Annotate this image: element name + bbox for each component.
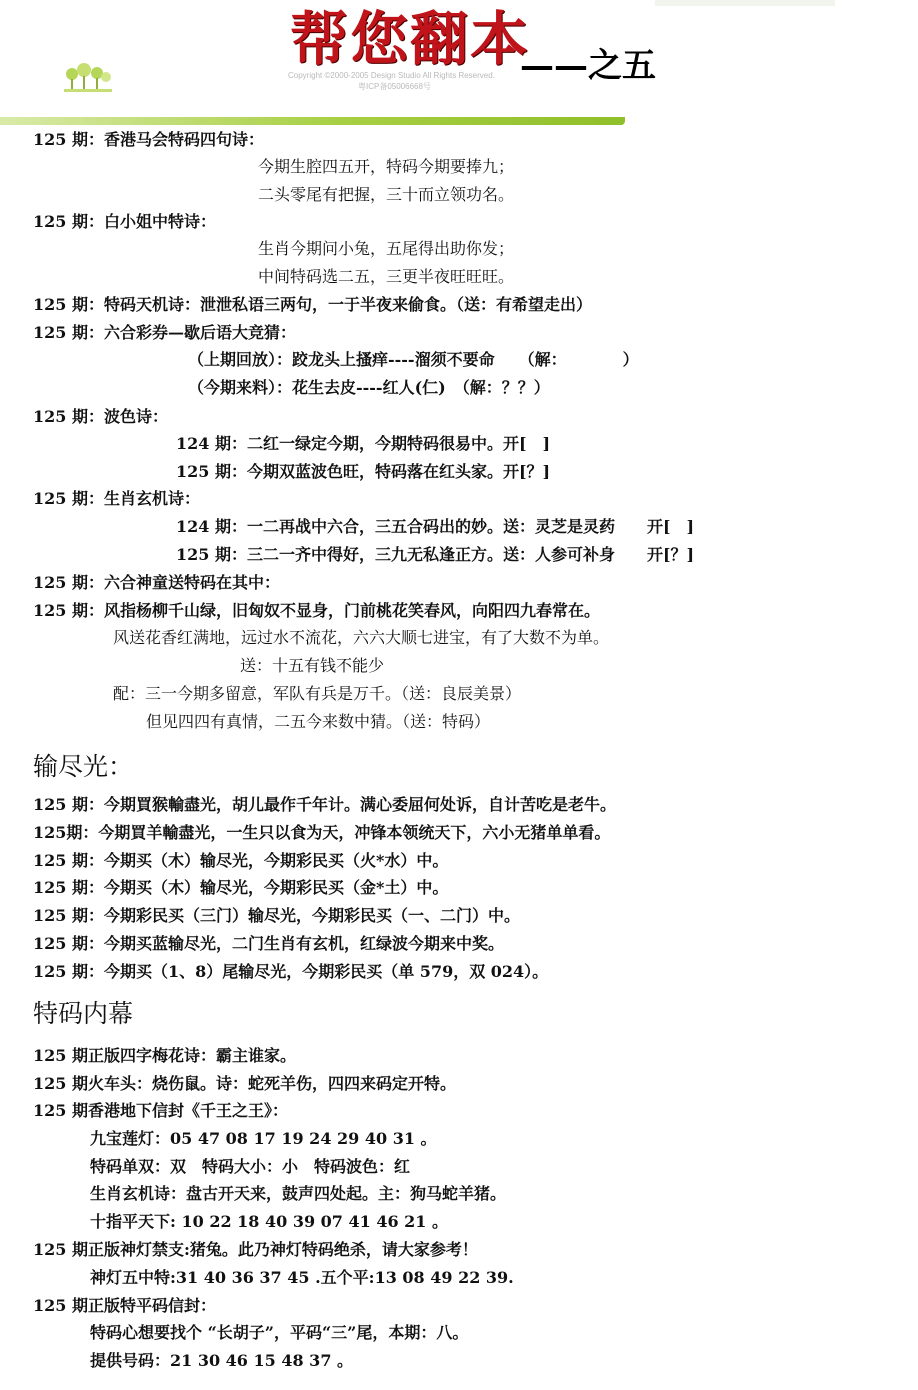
text-line: 送：十五有钱不能少 (240, 656, 385, 675)
text-line: 125 期：波色诗： (33, 407, 168, 426)
text-line: 生肖玄机诗：盘古开天来，鼓声四处起。主：狗马蛇羊猪。 (90, 1184, 507, 1203)
text-line: 125 期：今期彩民买（三门）输尽光，今期彩民买（一、二门）中。 (33, 906, 520, 925)
text-line: 125 期：风指杨柳千山绿，旧匈奴不显身，门前桃花笑春风，向阳四九春常在。 (33, 601, 600, 620)
text-line: 配：三一今期多留意，军队有兵是万千。（送：良辰美景） (113, 684, 522, 703)
text-line: 125 期香港地下信封《千王之王》： (33, 1101, 288, 1120)
riddle-line: （上期回放）：跤龙头上搔痒----溜须不要命 （解： ） (188, 350, 639, 369)
text-line: 125 期：今期買猴輸盡光，胡儿最作千年计。满心委屈何处诉，自计苦吃是老牛。 (33, 795, 616, 814)
text-line: 125期：今期買羊輸盡光，一生只以食为天，冲锋本领统天下，六小无猪单单看。 (33, 823, 611, 842)
poem-line: 生肖今期问小兔，五尾得出助你发； (258, 239, 515, 258)
poem-line: 125 期：今期双蓝波色旺，特码落在红头家。开[？] (176, 462, 551, 481)
text-line: 特码单双：双 特码大小：小 特码波色：红 (90, 1157, 411, 1176)
text-line: 125 期火车头：烧伤鼠。诗：蛇死羊伤，四四来码定开特。 (33, 1074, 456, 1093)
text-line: 提供号码：21 30 46 15 48 37 。 (90, 1351, 354, 1370)
text-line: 125 期正版特平码信封： (33, 1296, 216, 1315)
text-line: 但见四四有真情，二五今来数中猜。（送：特码） (146, 712, 491, 731)
text-line: 125 期：六合神童送特码在其中： (33, 573, 280, 592)
icp-line: 粤ICP备05006668号 (358, 82, 431, 91)
text-line: 125 期：香港马会特码四句诗： (33, 130, 264, 149)
text-line: 125 期：今期买蓝输尽光，二门生肖有玄机，红绿波今期来中奖。 (33, 934, 504, 953)
text-line: 125 期：今期买（1、8）尾输尽光，今期彩民买（单 579，双 024）。 (33, 962, 549, 981)
text-line: 神灯五中特:31 40 36 37 45 .五个平:13 08 49 22 39. (90, 1268, 514, 1287)
top-edge-strip (655, 0, 835, 6)
text-line: 特码心想要找个 “长胡子”，平码“三”尾，本期：八。 (90, 1323, 469, 1342)
section-heading: 特码内幕 (33, 999, 134, 1028)
text-line: 125 期正版神灯禁支:猪兔。此乃神灯特码绝杀，请大家参考！ (33, 1240, 478, 1259)
text-line: 125 期：六合彩券—歇后语大竞猜： (33, 323, 296, 342)
page-title-suffix: ——之五 (520, 46, 656, 86)
text-line: 九宝莲灯：05 47 08 17 19 24 29 40 31 。 (90, 1129, 437, 1148)
text-line: 125 期：今期买（木）输尽光，今期彩民买（金*土）中。 (33, 878, 449, 897)
poem-line: 124 期：二红一绿定今期，今期特码很易中。开[ ] (176, 434, 551, 453)
poem-line: 125 期：三二一齐中得好，三九无私逢正方。送：人参可补身 开[？] (176, 545, 695, 564)
copyright-text (288, 70, 588, 92)
text-line: 125 期正版四字梅花诗：霸主谁家。 (33, 1046, 296, 1065)
green-divider-bar (0, 117, 625, 125)
text-line: 十指平天下: 10 22 18 40 39 07 41 46 21 。 (90, 1212, 449, 1231)
text-line: 125 期：生肖玄机诗： (33, 489, 200, 508)
poem-line: 124 期：一二再战中六合，三五合码出的妙。送：灵芝是灵药 开[ ] (176, 517, 695, 536)
poem-line: 中间特码选二五，三更半夜旺旺旺。 (258, 267, 515, 286)
page-title: 帮您翻本 (290, 5, 531, 73)
copyright-line: Copyright ©2000-2005 Design Studio All Rights Reserved. (288, 71, 495, 80)
section-heading: 输尽光： (33, 752, 134, 781)
tree-logo-icon (62, 62, 114, 96)
riddle-line: （今期来料）：花生去皮----红人(仁) （解：？？） (188, 378, 550, 397)
text-line: 125 期：白小姐中特诗： (33, 212, 216, 231)
poem-line: 二头零尾有把握，三十而立领功名。 (258, 185, 515, 204)
poem-line: 今期生腔四五开，特码今期要捧九； (258, 157, 515, 176)
page-header (0, 0, 918, 128)
text-line: 风送花香红满地，远过水不流花，六六大顺七进宝，有了大数不为单。 (113, 628, 610, 647)
text-line: 125 期：今期买（木）输尽光，今期彩民买（火*水）中。 (33, 851, 449, 870)
text-line: 125 期：特码天机诗：泄泄私语三两句，一于半夜来偷食。（送：有希望走出） (33, 295, 592, 314)
